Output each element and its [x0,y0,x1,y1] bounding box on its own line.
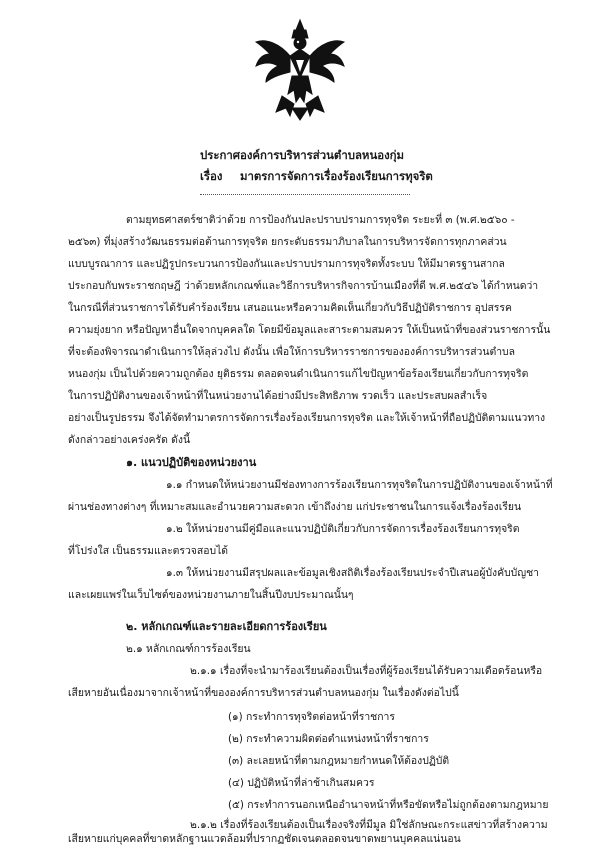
section-2-paragraph-line: ๒.๑.๒ เรื่องที่ร้องเรียนต้องเป็นเรื่องจริงที่มีมูล มิใช่ลักษณะกระแสข่าวที่สร้างความ [190,819,548,831]
intro-line: อย่างเป็นรูปธรรม จึงได้จัดทำมาตรการจัดการเรื่องร้องเรียนการทุจริต และให้เจ้าหน้าที่ถือปฏิบัติตามแนวทาง [68,412,546,424]
section-2-paragraph-line: เสียหายแก่บุคคลที่ขาดหลักฐานแวดล้อมที่ปรากฏชัดเจนตลอดจนขาดพยานบุคคลแน่นอน [68,833,461,845]
section-1-line: ผ่านช่องทางต่างๆ ที่เหมาะสมและอำนวยความสะดวก เข้าถึงง่าย แก่ประชาชนในการแจ้งเรื่องร้องเรียน [68,501,522,513]
subject-label: เรื่อง [200,169,223,183]
intro-line: ในกรณีที่ส่วนราชการได้รับคำร้องเรียน เสนอแนะหรือความคิดเห็นเกี่ยวกับวิธีปฏิบัติราชการ อุปสรรค [68,302,512,314]
intro-line: ที่จะต้องพิจารณาดำเนินการให้ลุล่วงไป ดังนั้น เพื่อให้การบริหารราชการขององค์การบริหารส่วนตำบล [68,346,516,358]
section-1-line: ๑.๑ กำหนดให้หน่วยงานมีช่องทางการร้องเรียนการทุจริตในการปฏิบัติงานของเจ้าหน้าที่ [166,479,553,491]
intro-line: ความยุ่งยาก หรือปัญหาอื่นใดจากบุคคลใด โดยมีข้อมูลและสาระตามสมควร ให้เป็นหน้าที่ของส่วนราชการนั้น [68,324,551,336]
section-2-subtitle: ๒.๑ หลักเกณฑ์การร้องเรียน [126,643,251,655]
intro-line: ตามยุทธศาสตร์ชาติว่าด้วย การป้องกันปละปราบปรามการทุจริต ระยะที่ ๓ (พ.ศ.๒๕๖๐ - [126,214,515,226]
intro-line: ในการปฏิบัติงานของเจ้าหน้าที่ในหน่วยงานได้อย่างมีประสิทธิภาพ รวดเร็ว และประสบผลสำเร็จ [68,390,488,402]
intro-line: แบบบูรณาการ และปฏิรูปกระบวนการป้องกันและปราบปรามการทุจริตทั้งระบบ ให้มีมาตรฐานสากล [68,258,505,270]
subject-title: มาตรการจัดการเรื่องร้องเรียนการทุจริต [240,169,433,183]
section-1-line: ๑.๒ ให้หน่วยงานมีคู่มือและแนวปฏิบัติเกี่ยวกับการจัดการเรื่องร้องเรียนการทุจริต [166,523,520,535]
section-2-title: ๒. หลักเกณฑ์และรายละเอียดการร้องเรียน [126,620,327,633]
intro-line: ดังกล่าวอย่างเคร่งครัด ดังนี้ [68,434,191,446]
criteria-item: (๔) ปฏิบัติหน้าที่ล่าช้าเกินสมควร [228,777,375,789]
intro-line: ๒๕๖๓) ที่มุ่งสร้างวัฒนธรรมต่อต้านการทุจริต ยกระดับธรรมาภิบาลในการบริหารจัดการทุกภาคส่วน [68,236,507,248]
criteria-item: (๕) กระทำการนอกเหนืออำนาจหน้าที่หรือขัดหรือไม่ถูกต้องตามกฎหมาย [228,799,549,811]
intro-line: หนองกุ่ม เป็นไปด้วยความถูกต้อง ยุติธรรม ตลอดจนดำเนินการแก้ไขปัญหาข้อร้องเรียนเกี่ยวกับการทุจริต [68,368,529,380]
section-1-title: ๑. แนวปฏิบัติของหน่วยงาน [126,456,257,469]
intro-line: ประกอบกับพระราชกฤษฎี ว่าด้วยหลักเกณฑ์และวิธีการบริหารกิจการบ้านเมืองที่ดี พ.ศ.๒๕๔๖ ได้กำหนดว่า [68,280,539,292]
section-1-line: และเผยแพร่ในเว็บไซต์ของหน่วยงานภายในสิ้นปีงบประมาณนั้นๆ [68,589,354,601]
section-2-paragraph-line: ๒.๑.๑ เรื่องที่จะนำมาร้องเรียนต้องเป็นเรื่องที่ผู้ร้องเรียนได้รับความเดือดร้อนหรือ [190,665,543,677]
announcement-title: ประกาศองค์การบริหารส่วนตำบลหนองกุ่ม [200,148,405,162]
criteria-item: (๓) ละเลยหน้าที่ตามกฎหมายกำหนดให้ต้องปฏิบัติ [228,755,450,767]
criteria-item: (๑) กระทำการทุจริตต่อหน้าที่ราชการ [228,711,395,723]
section-2-paragraph-line: เสียหายอันเนื่องมาจากเจ้าหน้าที่ขององค์การบริหารส่วนตำบลหนองกุ่ม ในเรื่องดังต่อไปนี้ [68,687,459,699]
criteria-item: (๒) กระทำความผิดต่อตำแหน่งหน้าที่ราชการ [228,733,429,745]
title-divider [200,194,410,195]
section-1-line: ที่โปร่งใส เป็นธรรมและตรวจสอบได้ [68,545,229,557]
garuda-emblem [252,16,348,122]
section-1-line: ๑.๓ ให้หน่วยงานมีสรุปผลและข้อมูลเชิงสถิติเรื่องร้องเรียนประจำปีเสนอผู้บังคับบัญชา [166,567,540,579]
